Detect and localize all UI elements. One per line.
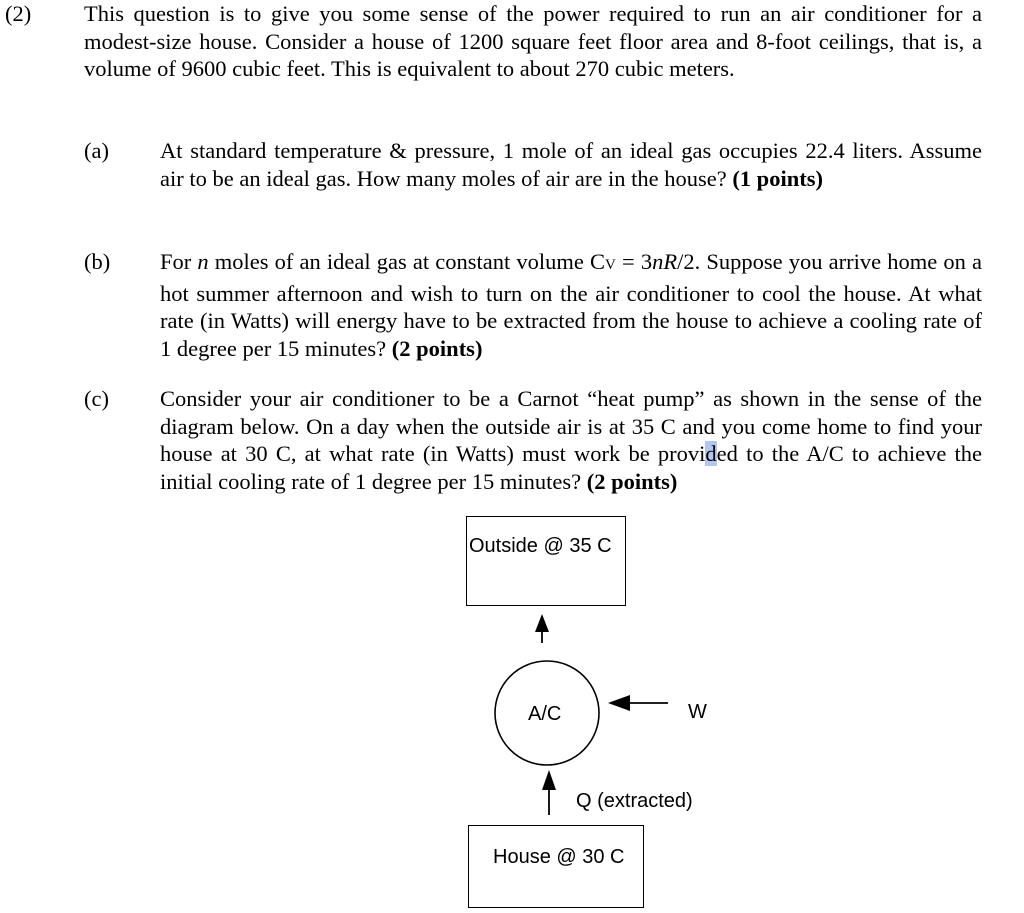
part-c-post: ed to the A/C to achieve the initial cooling rate of 1 degree per 15 minutes? bbox=[160, 441, 982, 494]
part-b-points: (2 points) bbox=[391, 335, 483, 361]
house-box bbox=[468, 825, 644, 908]
part-b-pre: For bbox=[160, 249, 198, 274]
part-b-n: n bbox=[197, 249, 209, 274]
part-c-points: (2 points) bbox=[586, 468, 678, 494]
work-label: W bbox=[688, 701, 707, 723]
part-a-label: (a) bbox=[84, 138, 109, 163]
text-selection-highlight: d bbox=[705, 441, 717, 466]
part-c-label: (c) bbox=[84, 386, 109, 411]
part-a-points: (1 points) bbox=[732, 165, 823, 191]
part-c-pre: Consider your air conditioner to be a Carnot “heat pump” as shown in the sense of the diagram below. On a day when the outside air is at 35 C and you come home to find your house at 30 C, at what rate (in Watts) must work be provi bbox=[160, 386, 982, 466]
ac-label: A/C bbox=[528, 703, 562, 725]
q-extracted-label: Q (extracted) bbox=[576, 790, 693, 812]
part-b-post: /2. Suppose you arrive home on a hot summer afternoon and wish to turn on the air conditioner to cool the house. At what rate (in Watts) will energy have to be extracted from the house to achieve a cooling rate of 1 degree per 15 minutes? bbox=[160, 249, 982, 361]
outside-label: Outside @ 35 C bbox=[469, 535, 612, 557]
question-intro: This question is to give you some sense of the power required to run an air conditioner for a modest-size house. Consider a house of 1200 square feet floor area and 8-foot ceilings, that is, a volume of 9600 cubic feet. This is equivalent to about 270 cubic meters. bbox=[84, 1, 982, 81]
part-b-sub: V bbox=[605, 257, 616, 273]
part-b-mid: moles of an ideal gas at constant volume C bbox=[208, 249, 606, 274]
house-label: House @ 30 C bbox=[493, 846, 625, 868]
part-a-body: At standard temperature & pressure, 1 mole of an ideal gas occupies 22.4 liters. Assume air to be an ideal gas. How many moles of air are in the house? bbox=[160, 138, 982, 191]
outside-box bbox=[466, 516, 626, 606]
part-b-eq: = 3 bbox=[615, 249, 653, 274]
part-b-nR: nR bbox=[652, 249, 678, 274]
part-b-label: (b) bbox=[84, 249, 111, 274]
question-number: (2) bbox=[5, 1, 32, 26]
